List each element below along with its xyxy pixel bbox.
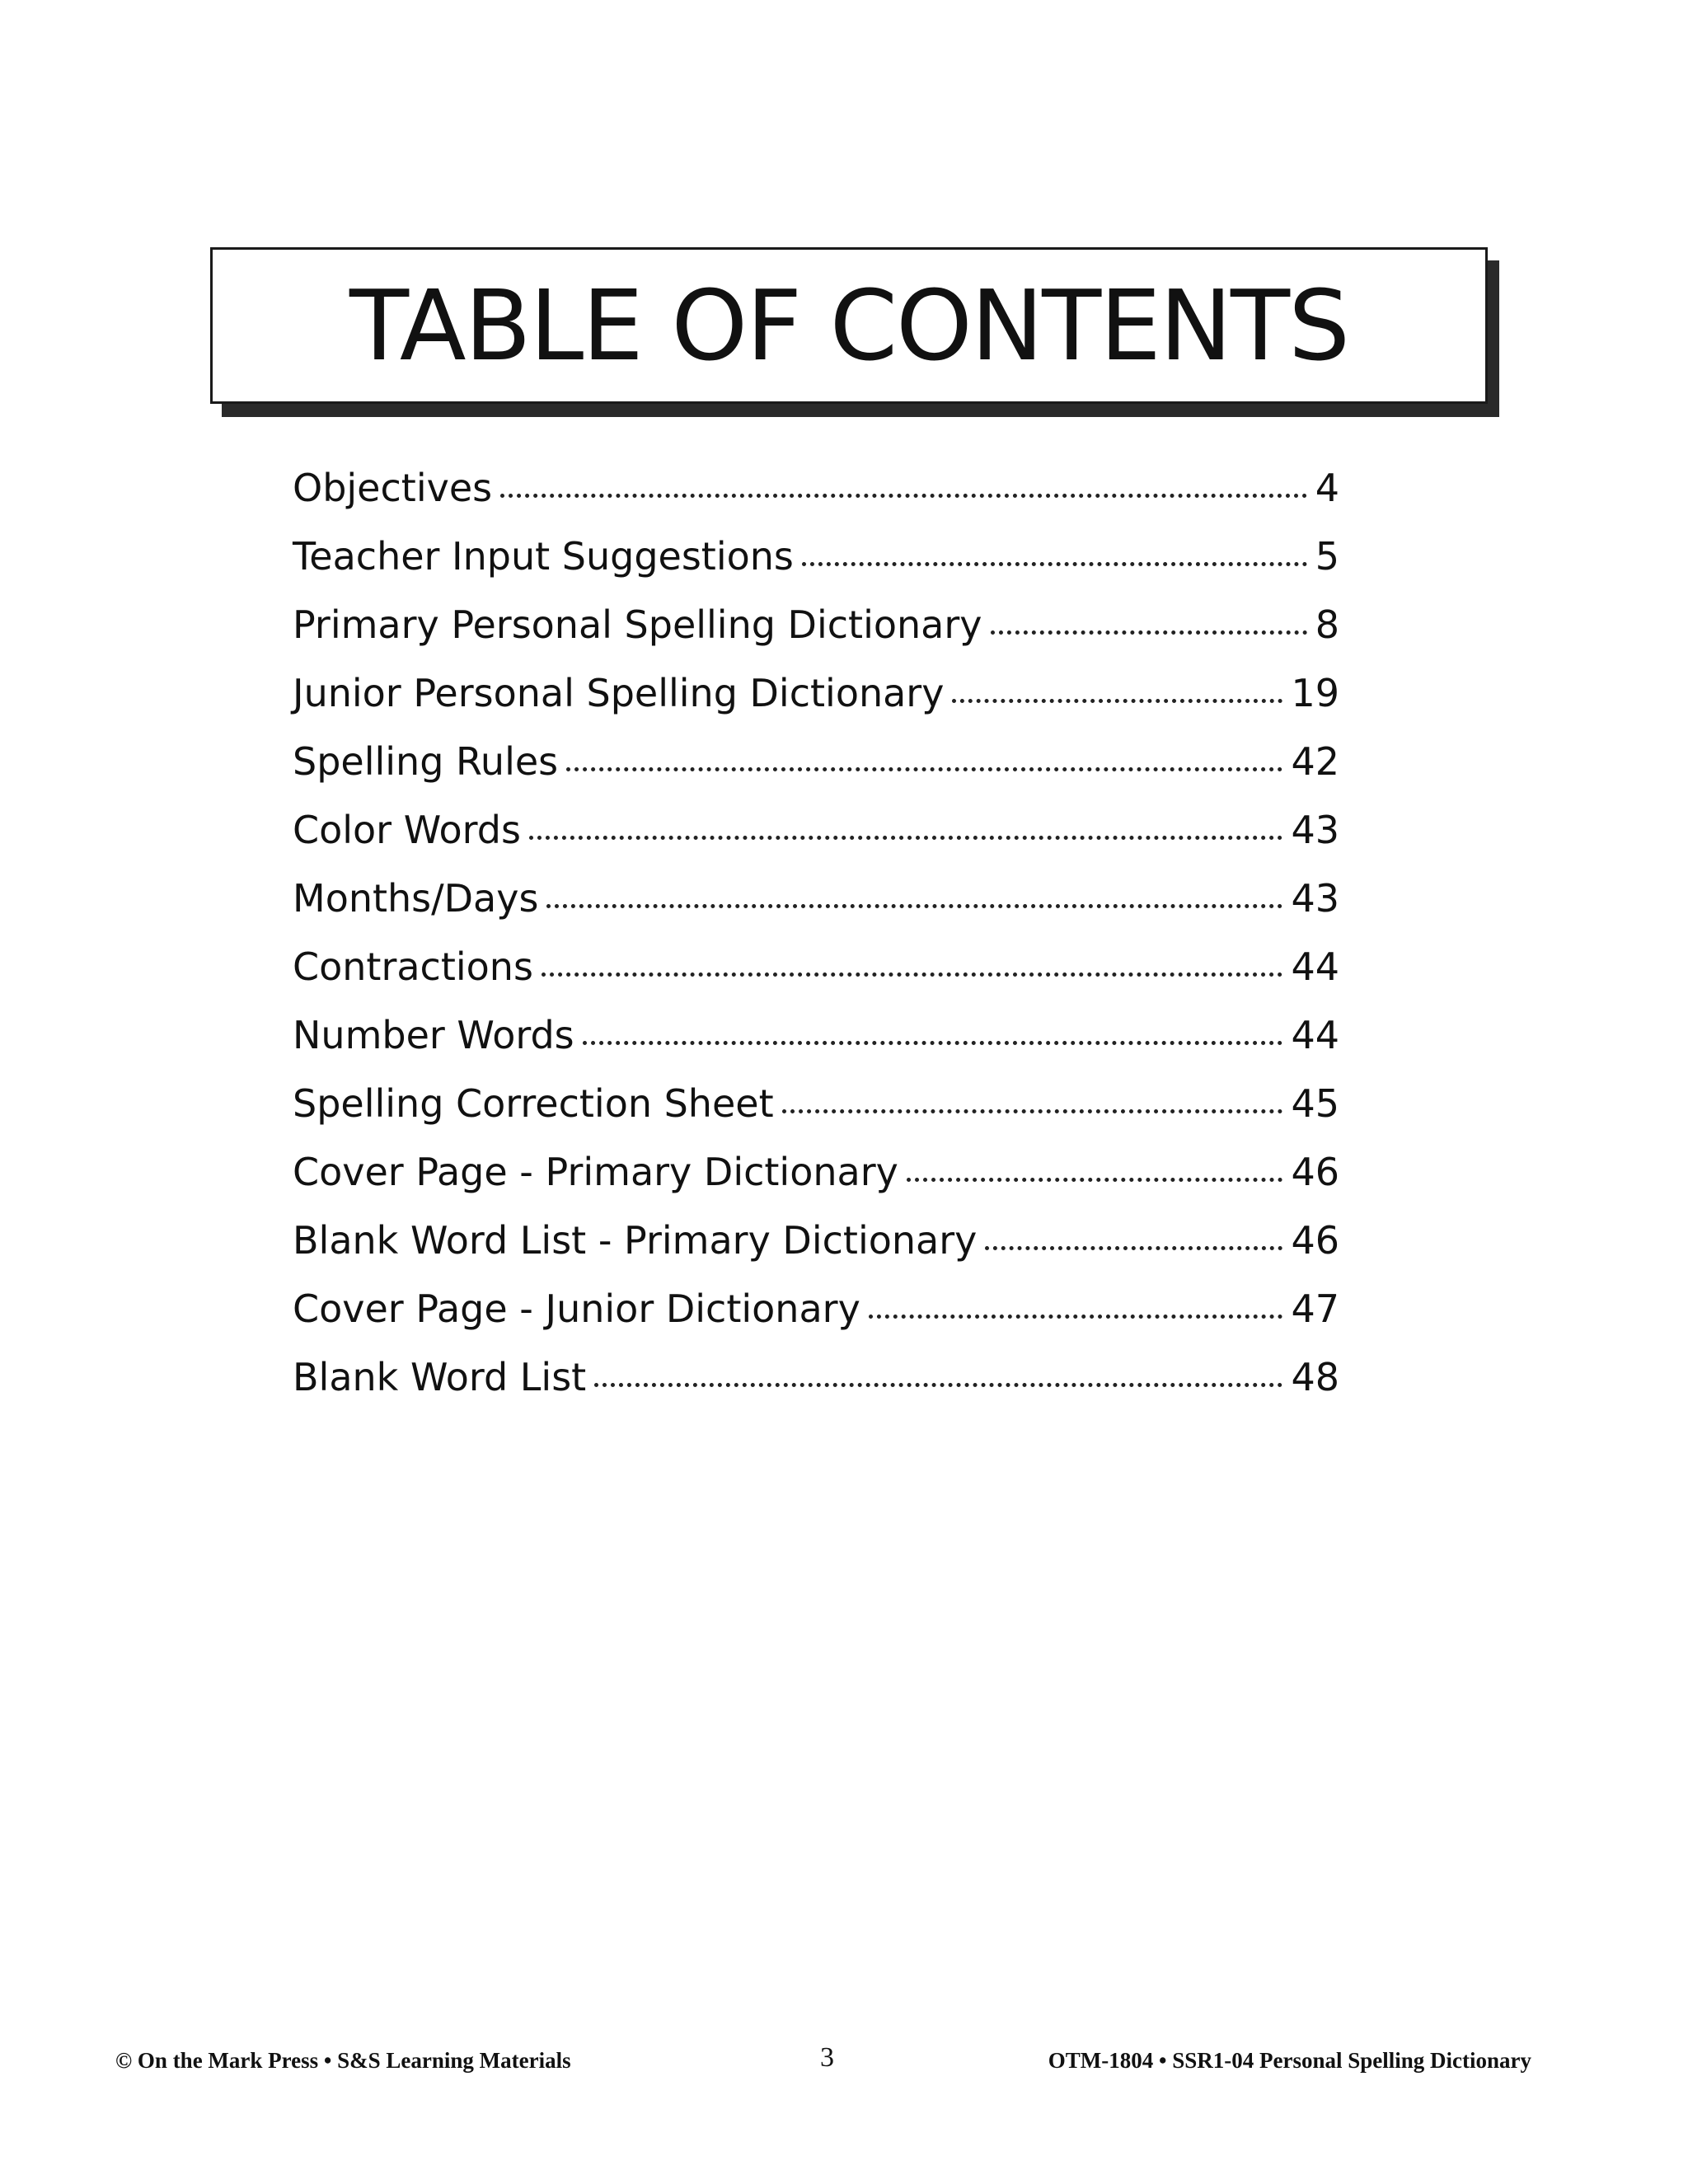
toc-entry[interactable]: [293, 671, 1339, 739]
toc-entry-page: 19: [1291, 671, 1339, 715]
toc-entry-page: 4: [1315, 466, 1339, 510]
toc-entry-label: Cover Page - Primary Dictionary: [293, 1150, 898, 1194]
footer-product-code: OTM-1804 • SSR1-04 Personal Spelling Dictionary: [1048, 2048, 1531, 2073]
dot-leader: [985, 1246, 1282, 1250]
toc-entry-label: Objectives: [293, 466, 493, 510]
toc-entry-label: Cover Page - Junior Dictionary: [293, 1286, 860, 1331]
toc-entry[interactable]: [293, 1286, 1339, 1355]
page-title: TABLE OF CONTENTS: [349, 269, 1349, 382]
toc-entry-label: Blank Word List - Primary Dictionary: [293, 1218, 978, 1263]
toc-entry-label: Primary Personal Spelling Dictionary: [293, 602, 982, 647]
toc-entry-label: Junior Personal Spelling Dictionary: [293, 671, 945, 715]
footer-publisher: © On the Mark Press • S&S Learning Materials: [115, 2048, 571, 2073]
toc-entry-page: 43: [1291, 876, 1339, 921]
dot-leader: [546, 904, 1282, 908]
toc-entry-label: Spelling Correction Sheet: [293, 1081, 774, 1126]
dot-leader: [566, 767, 1282, 771]
toc-entry-page: 5: [1315, 534, 1339, 579]
toc-entry[interactable]: [293, 739, 1339, 808]
toc-entry-label: Number Words: [293, 1013, 574, 1057]
dot-leader: [907, 1178, 1283, 1182]
toc-entry-page: 44: [1291, 1013, 1339, 1057]
title-box: [210, 247, 1488, 404]
toc-entry[interactable]: [293, 808, 1339, 876]
toc-entry-page: 44: [1291, 944, 1339, 989]
toc-entry[interactable]: [293, 1013, 1339, 1081]
toc-entry-page: 8: [1315, 602, 1339, 647]
dot-leader: [529, 836, 1283, 840]
toc-entry[interactable]: [293, 1355, 1339, 1423]
toc-entry-label: Contractions: [293, 944, 533, 989]
toc-entry[interactable]: [293, 1081, 1339, 1150]
dot-leader: [583, 1041, 1283, 1045]
dot-leader: [500, 494, 1307, 498]
toc-entry[interactable]: [293, 876, 1339, 944]
dot-leader: [802, 562, 1307, 566]
footer-page-number: 3: [820, 2042, 834, 2073]
toc-entry-label: Months/Days: [293, 876, 539, 921]
toc-entry[interactable]: [293, 1218, 1339, 1286]
dot-leader: [952, 699, 1282, 703]
toc-entry-page: 45: [1291, 1081, 1339, 1126]
dot-leader: [782, 1109, 1283, 1113]
toc-entry[interactable]: [293, 602, 1339, 671]
toc-entry-label: Spelling Rules: [293, 739, 559, 784]
toc-entry-page: 46: [1291, 1150, 1339, 1194]
toc-entry[interactable]: [293, 944, 1339, 1013]
dot-leader: [542, 972, 1283, 977]
dot-leader: [594, 1383, 1282, 1387]
toc-entry-page: 47: [1291, 1286, 1339, 1331]
dot-leader: [991, 630, 1307, 635]
toc-entry-label: Blank Word List: [293, 1355, 587, 1399]
toc-entry-label: Teacher Input Suggestions: [293, 534, 794, 579]
toc-entry[interactable]: [293, 1150, 1339, 1218]
toc-entry-page: 42: [1291, 739, 1339, 784]
toc-entry[interactable]: [293, 534, 1339, 602]
toc-entry-page: 43: [1291, 808, 1339, 852]
toc-entry[interactable]: [293, 466, 1339, 534]
dot-leader: [869, 1315, 1283, 1319]
toc-entry-page: 46: [1291, 1218, 1339, 1263]
toc-list: [293, 466, 1339, 1423]
toc-entry-label: Color Words: [293, 808, 521, 852]
toc-entry-page: 48: [1291, 1355, 1339, 1399]
